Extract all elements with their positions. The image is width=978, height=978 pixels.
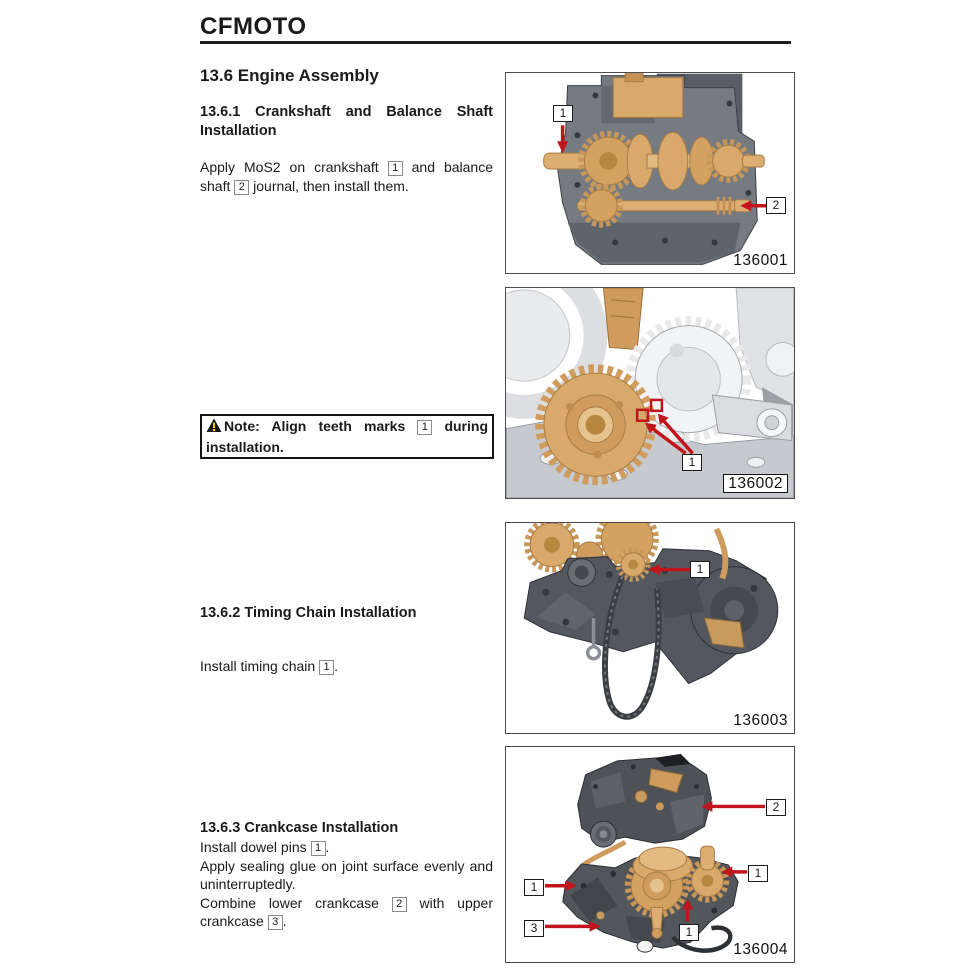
upper-crankcase-graphic <box>578 754 712 847</box>
text-run: Install timing chain <box>200 658 320 674</box>
section-13-6-3-block <box>200 819 493 931</box>
text-run: Apply MoS2 on crankshaft <box>200 159 388 175</box>
callout-1-box: 1 <box>682 454 702 471</box>
figure-136002 <box>505 287 795 499</box>
ref-number-box: 1 <box>311 841 326 856</box>
page-title: 13.6 Engine Assembly <box>200 66 379 85</box>
timing-chain-illustration <box>506 523 794 733</box>
section-13-6-3-line-1 <box>200 838 493 857</box>
section-13-6-3-heading: 13.6.3 Crankcase Installation <box>200 820 399 836</box>
figure-136004 <box>505 746 795 963</box>
callout-1-box: 1 <box>553 105 573 122</box>
section-13-6-1-heading: 13.6.1 Crankshaft and Balance Shaft Installation <box>200 104 493 139</box>
text-run: Combine lower crankcase <box>200 894 392 911</box>
figure-number: 136003 <box>733 712 788 729</box>
gear-teeth-marks-illustration <box>506 288 794 498</box>
ref-number-box: 1 <box>388 161 403 176</box>
callout-1-left-box: 1 <box>524 879 544 896</box>
ref-number-box: 3 <box>268 915 283 930</box>
callout-1-bottom-box: 1 <box>679 924 699 941</box>
note-box <box>200 414 494 459</box>
text-run: . <box>334 658 338 674</box>
section-13-6-2-paragraph <box>200 657 493 676</box>
warning-triangle-icon <box>206 418 222 438</box>
figure-number: 136004 <box>733 941 788 958</box>
figure-number: 136002 <box>723 474 788 493</box>
figure-number: 136001 <box>733 252 788 269</box>
figure-136003 <box>505 522 795 734</box>
section-13-6-1-paragraph <box>200 158 493 195</box>
text-run: . <box>325 839 330 855</box>
section-13-6-3-line-2: Apply sealing glue on joint surface evenly and uninterruptedly. <box>200 857 493 893</box>
crankshaft-balance-shaft-illustration <box>506 73 794 273</box>
crankcase-installation-illustration <box>506 747 794 962</box>
ref-number-box: 2 <box>392 897 407 912</box>
text-run: Note: Align teeth marks <box>224 418 418 434</box>
text-run: with upper crankcase <box>200 894 493 930</box>
ref-number-box: 1 <box>319 660 334 675</box>
text-run: . <box>282 913 287 930</box>
text-run: journal, then install them. <box>249 177 409 194</box>
ref-number-box: 2 <box>234 180 249 195</box>
text-run: during installation. <box>206 418 489 455</box>
text-run: Install dowel pins <box>200 839 311 855</box>
section-13-6-2-heading: 13.6.2 Timing Chain Installation <box>200 605 417 621</box>
callout-2-box: 2 <box>766 799 786 816</box>
section-13-6-3-line-3 <box>200 894 493 931</box>
brand-logo: CFMOTO <box>200 13 307 40</box>
ref-number-box: 1 <box>417 420 432 435</box>
callout-1-right-box: 1 <box>748 865 768 882</box>
callout-3-box: 3 <box>524 920 544 937</box>
figure-136001 <box>505 72 795 274</box>
callout-2-box: 2 <box>766 197 786 214</box>
callout-1-box: 1 <box>690 561 710 578</box>
text-run: and balance shaft <box>200 159 494 194</box>
header-rule <box>200 41 791 44</box>
